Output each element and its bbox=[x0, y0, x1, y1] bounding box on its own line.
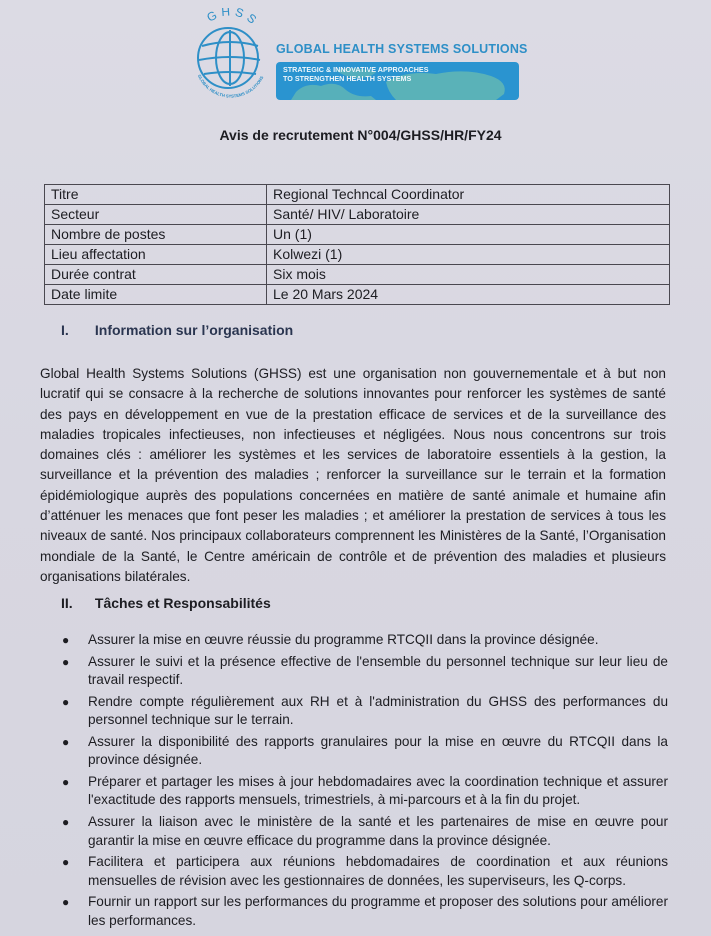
section-title: Information sur l’organisation bbox=[94, 322, 294, 338]
bullet-icon: ● bbox=[62, 654, 70, 669]
bullet-icon: ● bbox=[62, 734, 70, 749]
section-title: Tâches et Responsabilités bbox=[94, 595, 271, 611]
table-row bbox=[45, 265, 670, 285]
list-item bbox=[62, 733, 668, 770]
table-row bbox=[45, 285, 670, 305]
row-value: Regional Techncal Coordinator bbox=[267, 185, 670, 205]
logo-acronym: GHSS bbox=[204, 8, 263, 30]
bullet-icon: ● bbox=[62, 775, 70, 790]
list-item bbox=[62, 631, 668, 649]
tagline-line-1: STRATEGIC & INNOVATIVE APPROACHES bbox=[283, 65, 429, 74]
organisation-paragraph: Global Health Systems Solutions (GHSS) est une organisation non gouvernementale et à but non lucratif qui se consacre à la recherche de solutions innovantes pour renforcer les systèmes de santé des pays en développement en vue de la prestation efficace de services et de la surveillance des maladies tropicales infectieuses, non infectieuses et négligées. Nous nous concentrons sur trois domaines clés : améliorer les systèmes et les services de laboratoire essentiels à la gestion, la surveillance et la prévention des maladies ; renforcer la surveillance sur le terrain et la formation épidémiologique auprès des populations concernées en matière de santé animale et humaine afin d’atténuer les menaces que font peser les maladies ; et améliorer la prestation de services à tous les niveaux de santé. Nos principaux collaborateurs comprennent les Ministères de la Santé, l’Organisation mondiale de la Santé, le Centre américain de contrôle et de prévention des maladies et plusieurs organisations bilatérales. bbox=[40, 366, 666, 584]
row-value: Kolwezi (1) bbox=[267, 245, 670, 265]
list-item-text: Assurer la disponibilité des rapports granulaires pour la mise en œuvre du RTCQII dans la province désignée. bbox=[88, 733, 668, 768]
bullet-icon: ● bbox=[62, 633, 70, 647]
ghss-logo bbox=[188, 8, 272, 98]
tagline-line-2: TO STRENGTHEN HEALTH SYSTEMS bbox=[283, 73, 412, 83]
list-item bbox=[62, 773, 668, 810]
list-item-text: Préparer et partager les mises à jour hebdomadaires avec la coordination technique et assurer l'exactitude des rapports mensuels, trimestriels, à mi-parcours et à la fin du projet. bbox=[88, 774, 668, 808]
list-item-text: Fournir un rapport sur les performances du programme et proposer des solutions pour améliorer les performances. bbox=[88, 894, 668, 928]
table-row bbox=[45, 185, 670, 205]
list-item-text: Assurer le suivi et la présence effective de l'ensemble du personnel technique sur leur lieu de travail respectif. bbox=[88, 653, 668, 688]
section-heading-organisation bbox=[61, 322, 293, 338]
tagline bbox=[283, 66, 429, 83]
section-heading-tasks bbox=[61, 595, 271, 611]
list-item bbox=[62, 813, 668, 850]
row-label: Nombre de postes bbox=[45, 225, 267, 245]
tagline-banner bbox=[276, 62, 519, 100]
list-item bbox=[62, 893, 668, 930]
list-item-text: Assurer la mise en œuvre réussie du programme RTCQII dans la province désignée. bbox=[88, 632, 599, 647]
svg-text:GHSS bbox=[204, 8, 262, 29]
list-item-text: Rendre compte régulièrement aux RH et à l'administration du GHSS des performances du personnel technique sur le terrain. bbox=[88, 693, 668, 728]
list-item-text: Facilitera et participera aux réunions hebdomadaires de coordination et aux réunions mensuelles de révision avec les gestionnaires de données, les superviseurs, les Q-corps. bbox=[88, 854, 668, 888]
row-label: Durée contrat bbox=[45, 265, 267, 285]
row-label: Titre bbox=[45, 185, 267, 205]
list-item bbox=[62, 693, 668, 730]
job-info-table bbox=[44, 184, 670, 305]
bullet-icon: ● bbox=[62, 815, 70, 830]
row-value: Un (1) bbox=[267, 225, 670, 245]
section-number: I. bbox=[61, 322, 69, 338]
row-label: Lieu affectation bbox=[45, 245, 267, 265]
row-label: Secteur bbox=[45, 205, 267, 225]
bullet-icon: ● bbox=[62, 895, 70, 910]
bullet-icon: ● bbox=[62, 694, 70, 709]
row-value: Six mois bbox=[267, 265, 670, 285]
row-value: Santé/ HIV/ Laboratoire bbox=[267, 205, 670, 225]
table-row bbox=[45, 225, 670, 245]
list-item bbox=[62, 853, 668, 890]
table-row bbox=[45, 205, 670, 225]
tasks-list bbox=[62, 631, 668, 933]
logo-ring-text: GLOBAL HEALTH SYSTEMS SOLUTIONS bbox=[196, 73, 265, 98]
document-title: Avis de recrutement N°004/GHSS/HR/FY24 bbox=[219, 127, 502, 143]
globe-icon bbox=[188, 8, 272, 98]
row-label: Date limite bbox=[45, 285, 267, 305]
bullet-icon: ● bbox=[62, 855, 70, 870]
list-item bbox=[62, 653, 668, 690]
section-number: II. bbox=[61, 595, 73, 611]
brand-name: GLOBAL HEALTH SYSTEMS SOLUTIONS bbox=[276, 42, 528, 56]
row-value: Le 20 Mars 2024 bbox=[267, 285, 670, 305]
list-item-text: Assurer la liaison avec le ministère de la santé et les partenaires de mise en œuvre pour garantir la mise en œuvre efficace du programme dans la province désignée. bbox=[88, 814, 668, 848]
table-row bbox=[45, 245, 670, 265]
